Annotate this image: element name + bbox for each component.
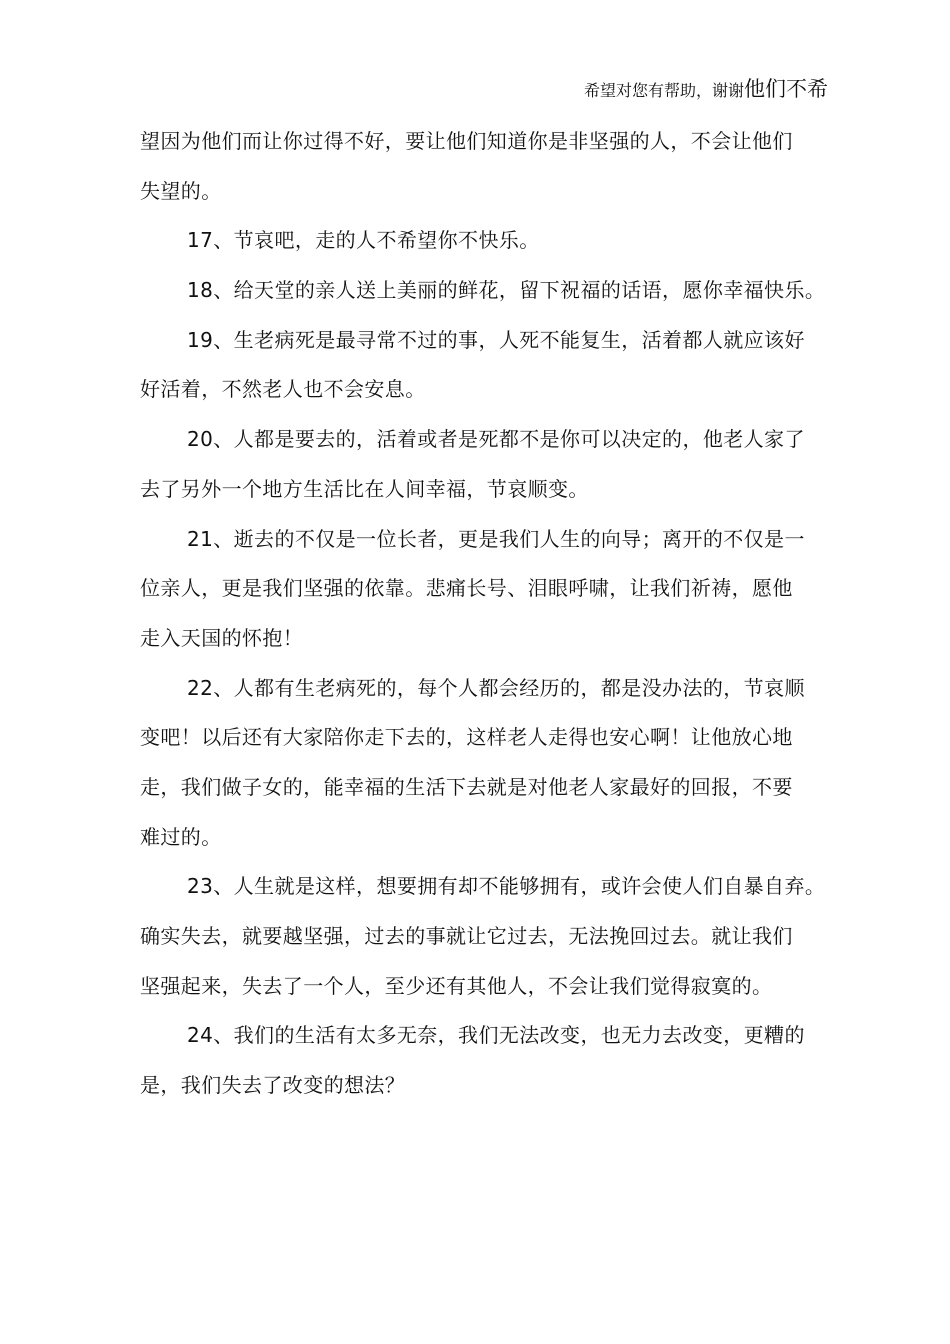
paragraph-24: [140, 1011, 840, 1110]
text-line: 19、生老病死是最寻常不过的事，人死不能复生，活着都人就应该好: [187, 327, 805, 352]
text-line: 24、我们的生活有太多无奈，我们无法改变，也无力去改变，更糟的: [187, 1023, 805, 1048]
text-line: 位亲人，更是我们坚强的依靠。悲痛长号、泪眼呼啸，让我们祈祷，愿他: [140, 576, 793, 601]
text-line: 确实失去，就要越坚强，过去的事就让它过去，无法挽回过去。就让我们: [140, 924, 793, 948]
text-line: 失望的。: [140, 178, 222, 203]
paragraph: [140, 117, 840, 216]
header-line: [140, 76, 828, 104]
text-line: 22、人都有生老病死的，每个人都会经历的，都是没办法的，节哀顺: [187, 675, 805, 700]
text-line: 18、给天堂的亲人送上美丽的鲜花，留下祝福的话语，愿你幸福快乐。: [187, 278, 826, 303]
text-line: 20、人都是要去的，活着或者是死都不是你可以决定的，他老人家了: [187, 427, 805, 452]
header-continuation: 他们不希: [744, 77, 828, 101]
paragraph-20: [140, 415, 840, 514]
text-line: 坚强起来，失去了一个人，至少还有其他人，不会让我们觉得寂寞的。: [140, 973, 773, 998]
text-line: 好活着，不然老人也不会安息。: [140, 377, 426, 402]
text-line: 17、节哀吧，走的人不希望你不快乐。: [187, 228, 540, 253]
text-line: 21、逝去的不仅是一位长者，更是我们人生的向导；离开的不仅是一: [187, 526, 805, 551]
text-line: 23、人生就是这样，想要拥有却不能够拥有，或许会使人们自暴自弃。: [187, 874, 826, 899]
text-line: 走，我们做子女的，能幸福的生活下去就是对他老人家最好的回报，不要: [140, 774, 793, 799]
paragraph-19: [140, 316, 840, 415]
paragraph-22: [140, 664, 840, 863]
header-note: 希望对您有帮助，谢谢: [583, 81, 744, 100]
paragraph-21: [140, 515, 840, 664]
paragraph-18: [140, 266, 840, 316]
text-line: 是，我们失去了改变的想法？: [140, 1073, 406, 1098]
text-line: 走入天国的怀抱！: [140, 625, 304, 650]
text-line: 难过的。: [140, 824, 222, 849]
document-body: [140, 117, 840, 1111]
text-line: 望因为他们而让你过得不好，要让他们知道你是非坚强的人，不会让他们: [140, 129, 793, 153]
paragraph-23: [140, 862, 840, 1011]
text-line: 变吧！以后还有大家陪你走下去的，这样老人走得也安心啊！让他放心地: [140, 725, 793, 750]
paragraph-17: [140, 216, 840, 266]
text-line: 去了另外一个地方生活比在人间幸福，节哀顺变。: [140, 476, 589, 501]
